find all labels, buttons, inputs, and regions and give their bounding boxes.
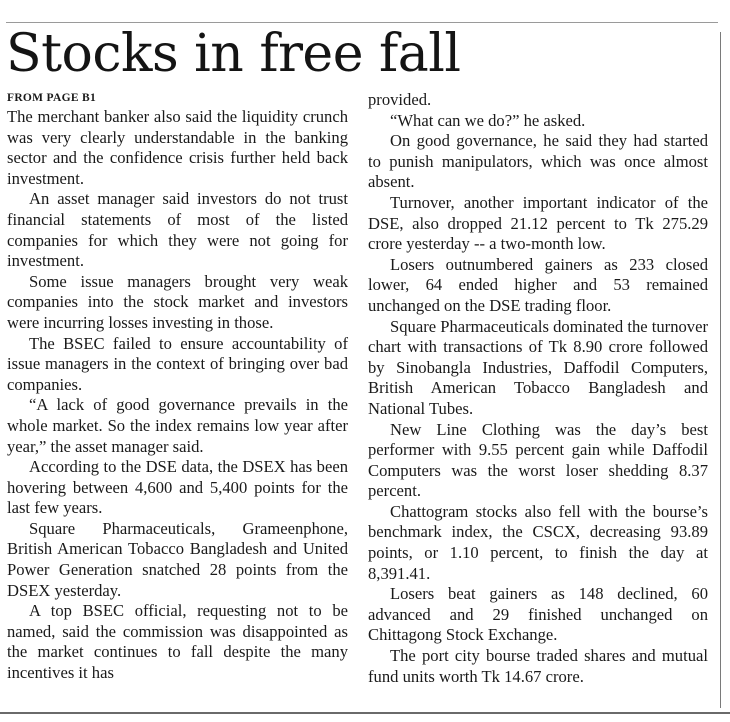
paragraph: An asset manager said investors do not trust financial statements of most of the listed companies for which they were not going for investment. [7, 189, 348, 271]
paragraph: The port city bourse traded shares and mutual fund units worth Tk 14.67 crore. [368, 646, 708, 686]
paragraph: On good governance, he said they had started to punish manipulators, which was once almost absent. [368, 131, 708, 192]
column-divider-right [720, 32, 721, 708]
paragraph: A top BSEC official, requesting not to be named, said the commission was disappointed as the market continues to fall despite the many incentives it has [7, 601, 348, 683]
paragraph: Square Pharmaceuticals, Grameenphone, British American Tobacco Bangladesh and United Power Generation snatched 28 points from the DSEX yesterday. [7, 518, 348, 600]
article-headline: Stocks in free fall [6, 24, 461, 84]
paragraph: Losers outnumbered gainers as 233 closed lower, 64 ended higher and 53 remained unchanged on the DSE trading floor. [368, 254, 708, 315]
continuation-kicker: FROM PAGE B1 [7, 92, 96, 104]
article-column-left [7, 90, 348, 684]
paragraph: “A lack of good governance prevails in the whole market. So the index remains low year after year,” the asset manager said. [7, 395, 348, 456]
paragraph: Chattogram stocks also fell with the bourse’s benchmark index, the CSCX, decreasing 93.89 points, or 1.10 percent, to finish the day at 8,391.41. [368, 501, 708, 583]
paragraph: The BSEC failed to ensure accountability of issue managers in the context of bringing over bad companies. [7, 333, 348, 394]
paragraph: According to the DSE data, the DSEX has been hovering between 4,600 and 5,400 points for the last few years. [7, 457, 348, 518]
paragraph: Losers beat gainers as 148 declined, 60 advanced and 29 finished unchanged on Chittagong Stock Exchange. [368, 584, 708, 645]
paragraph: Some issue managers brought very weak companies into the stock market and investors were incurring losses investing in those. [7, 271, 348, 332]
paragraph: New Line Clothing was the day’s best performer with 9.55 percent gain while Daffodil Computers was the worst loser shedding 8.37 percent. [368, 419, 708, 501]
article-column-right [368, 90, 708, 687]
bottom-divider [0, 712, 730, 714]
paragraph: “What can we do?” he asked. [390, 110, 586, 130]
paragraph: Turnover, another important indicator of the DSE, also dropped 21.12 percent to Tk 275.29 crore yesterday -- a two-month low. [368, 192, 708, 254]
paragraph: Square Pharmaceuticals dominated the turnover chart with transactions of Tk 8.90 crore followed by Sinobangla Industries, Daffodil Computers, British American Tobacco Bangladesh and National Tubes. [368, 316, 708, 418]
paragraph-continuation: provided. [368, 90, 432, 109]
paragraph: The merchant banker also said the liquidity crunch was very clearly understandable in the banking sector and the confidence crisis further held back investment. [7, 107, 348, 188]
